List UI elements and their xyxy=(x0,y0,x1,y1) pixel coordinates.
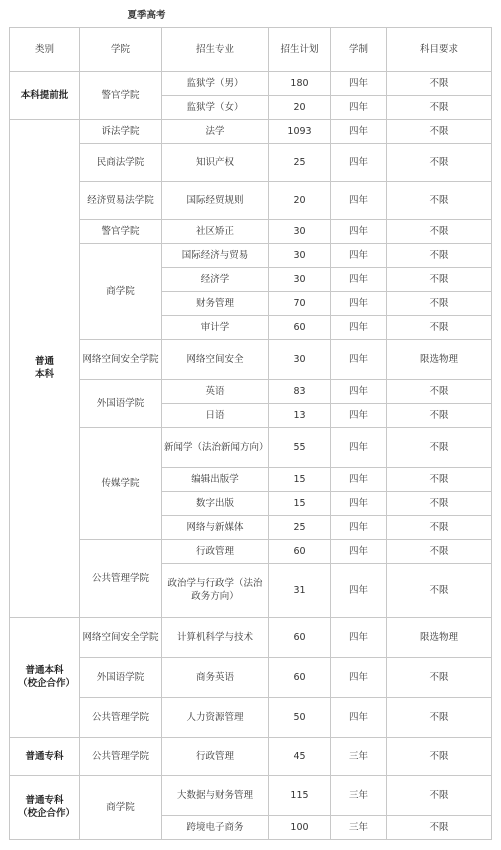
requirement-cell: 限选物理 xyxy=(387,617,492,657)
years-cell: 四年 xyxy=(331,539,387,563)
header-category: 类别 xyxy=(10,27,80,71)
requirement-cell: 不限 xyxy=(387,267,492,291)
major-cell: 知识产权 xyxy=(162,143,269,181)
college-cell: 网络空间安全学院 xyxy=(80,339,162,379)
header-requirement: 科目要求 xyxy=(387,27,492,71)
years-cell: 四年 xyxy=(331,181,387,219)
requirement-cell: 不限 xyxy=(387,243,492,267)
major-cell: 商务英语 xyxy=(162,657,269,697)
category-cell: 普通本科（校企合作） xyxy=(10,617,80,737)
years-cell: 四年 xyxy=(331,657,387,697)
major-cell: 新闻学（法治新闻方向） xyxy=(162,427,269,467)
years-cell: 四年 xyxy=(331,515,387,539)
major-cell: 英语 xyxy=(162,379,269,403)
requirement-cell: 不限 xyxy=(387,815,492,839)
college-cell: 商学院 xyxy=(80,775,162,839)
years-cell: 四年 xyxy=(331,379,387,403)
years-cell: 四年 xyxy=(331,427,387,467)
years-cell: 四年 xyxy=(331,563,387,617)
years-cell: 四年 xyxy=(331,403,387,427)
years-cell: 三年 xyxy=(331,775,387,815)
years-cell: 四年 xyxy=(331,219,387,243)
years-cell: 三年 xyxy=(331,815,387,839)
plan-cell: 60 xyxy=(269,315,331,339)
requirement-cell: 不限 xyxy=(387,657,492,697)
requirement-cell: 不限 xyxy=(387,119,492,143)
table-row xyxy=(10,339,492,379)
years-cell: 三年 xyxy=(331,737,387,775)
header-years: 学制 xyxy=(331,27,387,71)
requirement-cell: 不限 xyxy=(387,427,492,467)
major-cell: 国际经贸规则 xyxy=(162,181,269,219)
requirement-cell: 不限 xyxy=(387,95,492,119)
major-cell: 财务管理 xyxy=(162,291,269,315)
college-cell: 公共管理学院 xyxy=(80,737,162,775)
major-cell: 国际经济与贸易 xyxy=(162,243,269,267)
table-row xyxy=(10,617,492,657)
years-cell: 四年 xyxy=(331,143,387,181)
table-row xyxy=(10,243,492,267)
caption-row xyxy=(10,5,492,27)
major-cell: 计算机科学与技术 xyxy=(162,617,269,657)
college-cell: 民商法学院 xyxy=(80,143,162,181)
plan-cell: 1093 xyxy=(269,119,331,143)
plan-cell: 55 xyxy=(269,427,331,467)
major-cell: 网络空间安全 xyxy=(162,339,269,379)
table-row xyxy=(10,427,492,467)
requirement-cell: 不限 xyxy=(387,71,492,95)
plan-cell: 60 xyxy=(269,539,331,563)
plan-cell: 115 xyxy=(269,775,331,815)
category-cell: 普通本科 xyxy=(10,119,80,617)
college-cell: 外国语学院 xyxy=(80,379,162,427)
table-title: 夏季高考 xyxy=(10,5,492,27)
table-row xyxy=(10,775,492,815)
college-cell: 警官学院 xyxy=(80,219,162,243)
plan-cell: 20 xyxy=(269,95,331,119)
plan-cell: 25 xyxy=(269,143,331,181)
major-cell: 编辑出版学 xyxy=(162,467,269,491)
plan-cell: 30 xyxy=(269,339,331,379)
plan-cell: 31 xyxy=(269,563,331,617)
requirement-cell: 不限 xyxy=(387,219,492,243)
plan-cell: 100 xyxy=(269,815,331,839)
requirement-cell: 不限 xyxy=(387,291,492,315)
requirement-cell: 不限 xyxy=(387,143,492,181)
years-cell: 四年 xyxy=(331,119,387,143)
college-cell: 诉法学院 xyxy=(80,119,162,143)
plan-cell: 30 xyxy=(269,243,331,267)
plan-cell: 180 xyxy=(269,71,331,95)
major-cell: 日语 xyxy=(162,403,269,427)
major-cell: 网络与新媒体 xyxy=(162,515,269,539)
college-cell: 公共管理学院 xyxy=(80,539,162,617)
plan-cell: 83 xyxy=(269,379,331,403)
years-cell: 四年 xyxy=(331,339,387,379)
major-cell: 大数据与财务管理 xyxy=(162,775,269,815)
table-row xyxy=(10,539,492,563)
requirement-cell: 不限 xyxy=(387,563,492,617)
years-cell: 四年 xyxy=(331,71,387,95)
major-cell: 法学 xyxy=(162,119,269,143)
plan-cell: 50 xyxy=(269,697,331,737)
header-row xyxy=(10,27,492,71)
college-cell: 网络空间安全学院 xyxy=(80,617,162,657)
plan-cell: 30 xyxy=(269,267,331,291)
table-row xyxy=(10,71,492,95)
college-cell: 公共管理学院 xyxy=(80,697,162,737)
category-cell: 普通专科 xyxy=(10,737,80,775)
requirement-cell: 不限 xyxy=(387,491,492,515)
requirement-cell: 不限 xyxy=(387,737,492,775)
requirement-cell: 不限 xyxy=(387,539,492,563)
major-cell: 数字出版 xyxy=(162,491,269,515)
requirement-cell: 不限 xyxy=(387,315,492,339)
major-cell: 监狱学（男） xyxy=(162,71,269,95)
years-cell: 四年 xyxy=(331,267,387,291)
header-major: 招生专业 xyxy=(162,27,269,71)
requirement-cell: 不限 xyxy=(387,467,492,491)
table-row xyxy=(10,219,492,243)
major-cell: 社区矫正 xyxy=(162,219,269,243)
table-row xyxy=(10,737,492,775)
years-cell: 四年 xyxy=(331,291,387,315)
college-cell: 外国语学院 xyxy=(80,657,162,697)
table-row xyxy=(10,143,492,181)
plan-cell: 15 xyxy=(269,467,331,491)
major-cell: 跨境电子商务 xyxy=(162,815,269,839)
major-cell: 监狱学（女） xyxy=(162,95,269,119)
requirement-cell: 不限 xyxy=(387,697,492,737)
years-cell: 四年 xyxy=(331,95,387,119)
header-college: 学院 xyxy=(80,27,162,71)
plan-cell: 60 xyxy=(269,657,331,697)
major-cell: 行政管理 xyxy=(162,539,269,563)
category-cell: 普通专科（校企合作） xyxy=(10,775,80,839)
major-cell: 经济学 xyxy=(162,267,269,291)
years-cell: 四年 xyxy=(331,243,387,267)
requirement-cell: 不限 xyxy=(387,775,492,815)
college-cell: 传媒学院 xyxy=(80,427,162,539)
category-cell: 本科提前批 xyxy=(10,71,80,119)
major-cell: 人力资源管理 xyxy=(162,697,269,737)
plan-cell: 13 xyxy=(269,403,331,427)
requirement-cell: 不限 xyxy=(387,181,492,219)
table-row xyxy=(10,119,492,143)
requirement-cell: 不限 xyxy=(387,403,492,427)
years-cell: 四年 xyxy=(331,491,387,515)
table-row xyxy=(10,657,492,697)
years-cell: 四年 xyxy=(331,697,387,737)
plan-cell: 15 xyxy=(269,491,331,515)
header-plan: 招生计划 xyxy=(269,27,331,71)
major-cell: 政治学与行政学（法治政务方向） xyxy=(162,563,269,617)
requirement-cell: 不限 xyxy=(387,515,492,539)
major-cell: 审计学 xyxy=(162,315,269,339)
plan-cell: 70 xyxy=(269,291,331,315)
table-row xyxy=(10,697,492,737)
years-cell: 四年 xyxy=(331,315,387,339)
years-cell: 四年 xyxy=(331,467,387,491)
requirement-cell: 限选物理 xyxy=(387,339,492,379)
table-row xyxy=(10,379,492,403)
requirement-cell: 不限 xyxy=(387,379,492,403)
plan-cell: 30 xyxy=(269,219,331,243)
major-cell: 行政管理 xyxy=(162,737,269,775)
years-cell: 四年 xyxy=(331,617,387,657)
college-cell: 经济贸易法学院 xyxy=(80,181,162,219)
college-cell: 商学院 xyxy=(80,243,162,339)
college-cell: 警官学院 xyxy=(80,71,162,119)
plan-cell: 45 xyxy=(269,737,331,775)
table-row xyxy=(10,181,492,219)
enrollment-table xyxy=(9,5,492,840)
plan-cell: 60 xyxy=(269,617,331,657)
plan-cell: 20 xyxy=(269,181,331,219)
plan-cell: 25 xyxy=(269,515,331,539)
